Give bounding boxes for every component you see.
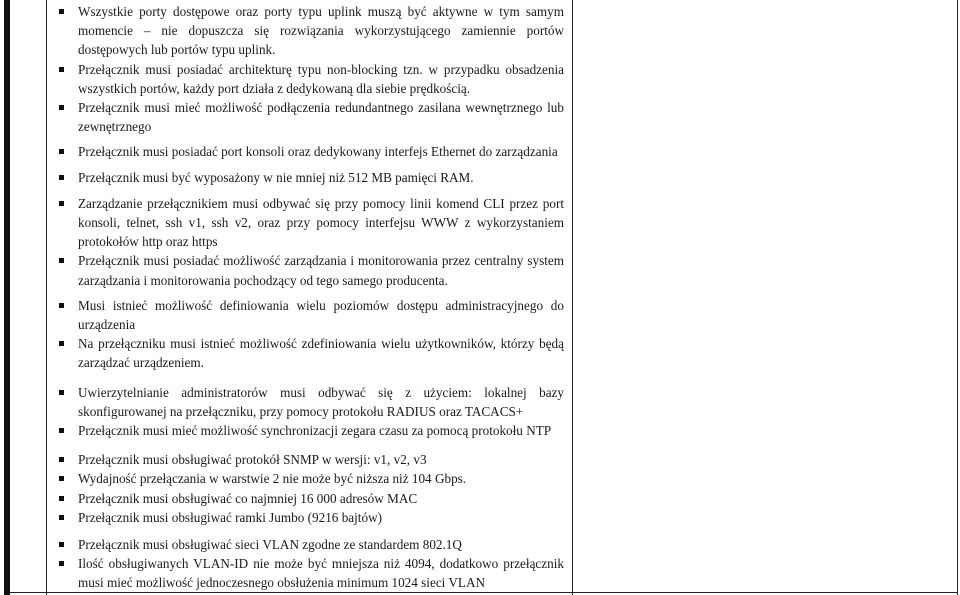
- requirement-item: Przełącznik musi obsługiwać sieci VLAN zgodne ze standardem 802.1Q: [56, 535, 564, 554]
- column-divider-middle: [572, 0, 573, 595]
- requirement-item: Przełącznik musi posiadać port konsoli oraz dedykowany interfejs Ethernet do zarządzania: [56, 142, 564, 161]
- requirement-item: Przełącznik musi posiadać architekturę typu non-blocking tzn. w przypadku obsadzenia wszystkich portów, każdy port działa z dedykowaną dla siebie prędkością.: [56, 60, 564, 98]
- requirement-item: Przełącznik musi mieć możliwość synchronizacji zegara czasu za pomocą protokołu NTP: [56, 421, 564, 440]
- requirement-item: Musi istnieć możliwość definiowania wielu poziomów dostępu administracyjnego do urządzenia: [56, 296, 564, 334]
- requirement-item: Wydajność przełączania w warstwie 2 nie może być niższa niż 104 Gbps.: [56, 469, 564, 488]
- requirement-item: Przełącznik musi być wyposażony w nie mniej niż 512 MB pamięci RAM.: [56, 168, 564, 187]
- requirement-item: Przełącznik musi obsługiwać co najmniej 16 000 adresów MAC: [56, 489, 564, 508]
- requirement-item: Na przełączniku musi istnieć możliwość zdefiniowania wielu użytkowników, którzy będą zarządzać urządzeniem.: [56, 334, 564, 372]
- requirement-item: Przełącznik musi posiadać możliwość zarządzania i monitorowania przez centralny system zarządzania i monitorowania pochodzący od tego samego producenta.: [56, 251, 564, 289]
- requirement-item: Uwierzytelnianie administratorów musi odbywać się z użyciem: lokalnej bazy skonfigurowanej na przełączniku, przy pomocy protokołu RADIUS oraz TACACS+: [56, 383, 564, 421]
- table-right-border: [957, 0, 958, 595]
- requirement-item: Zarządzanie przełącznikiem musi odbywać się przy pomocy linii komend CLI przez port konsoli, telnet, ssh v1, ssh v2, oraz przy pomocy interfejsu WWW z wykorzystaniem protokołów http oraz https: [56, 194, 564, 252]
- column-divider-left: [46, 0, 47, 595]
- requirement-item: Ilość obsługiwanych VLAN-ID nie może być mniejsza niż 4094, dodatkowo przełącznik musi mieć możliwość jednoczesnego obsłużenia minimum 1024 sieci VLAN: [56, 554, 564, 592]
- requirements-cell: [56, 2, 564, 593]
- requirement-item: Wszystkie porty dostępowe oraz porty typu uplink muszą być aktywne w tym samym momencie – nie dopuszcza się rozwiązania wykorzystującego zamiennie portów dostępowych lub portów typu uplink.: [56, 2, 564, 60]
- left-border-bar: [4, 0, 10, 595]
- requirement-item: Przełącznik musi obsługiwać protokół SNMP w wersji: v1, v2, v3: [56, 450, 564, 469]
- requirement-item: Przełącznik musi obsługiwać ramki Jumbo (9216 bajtów): [56, 508, 564, 527]
- requirement-item: Przełącznik musi mieć możliwość podłączenia redundantnego zasilana wewnętrznego lub zewnętrznego: [56, 98, 564, 136]
